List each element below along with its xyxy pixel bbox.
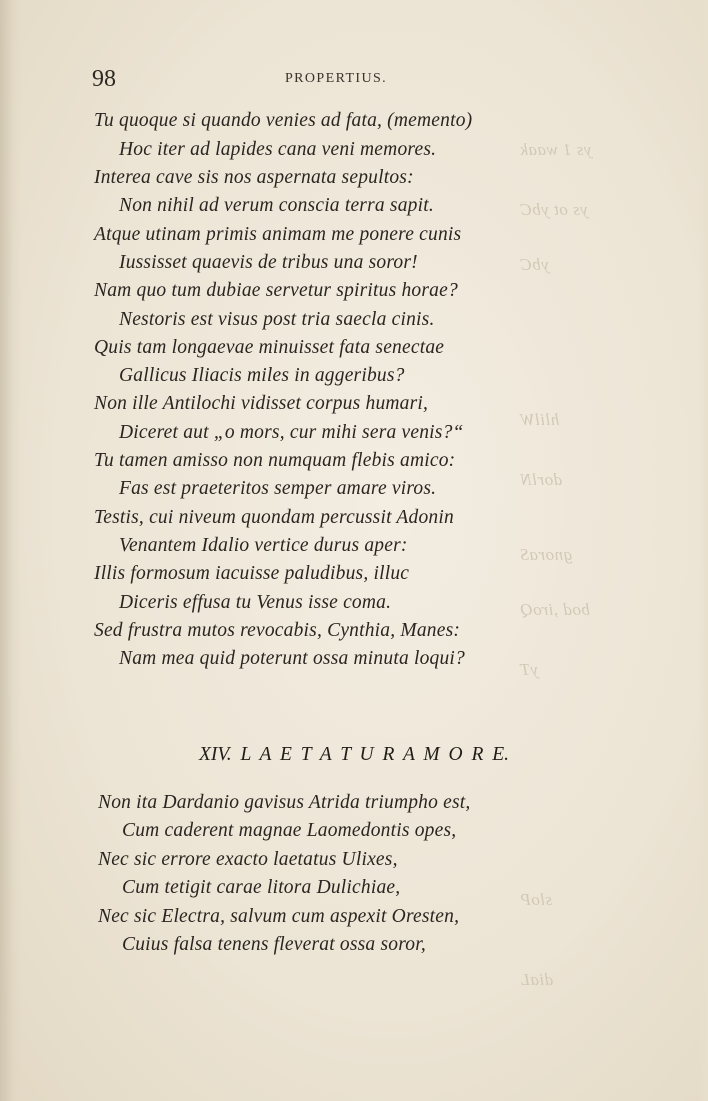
verse-line: Nam mea quid poterunt ossa minuta loqui? xyxy=(119,648,466,669)
verse-line: Nestoris est visus post tria saecla cinis. xyxy=(119,309,435,330)
verse-line: Cum caderent magnae Laomedontis opes, xyxy=(122,820,457,841)
verse-line: Nam quo tum dubiae servetur spiritus horae? xyxy=(94,280,458,301)
verse-line: Venantem Idalio vertice durus aper: xyxy=(119,535,408,556)
verse-line: Sed frustra mutos revocabis, Cynthia, Manes: xyxy=(94,620,461,641)
page-number: 98 xyxy=(92,66,116,92)
book-page: ys 1 waak ys ot ybC ybC hlilW dorlN gnoraS bod ,iroQ yT sloP diaL 98 PROPERTIUS. Tu quoque si quando venies ad fata, (memento) Hoc iter ad lapides cana veni memores. Interea cave sis nos aspernata sepultos: Non nihil ad verum conscia terra sapit. Atque utinam primis animam me ponere cunis Iussisset quaevis de tribus una soror! Nam quo tum dubiae servetur spiritus horae? Nestoris est visus post tria saecla cinis. Quis tam longaevae minuisset fata senectae Gallicus Iliacis miles in aggeribus? Non ille Antilochi vidisset corpus humari, Diceret aut „o mors, cur mihi sera venis?“ Tu tamen amisso non numquam flebis amico: Fas est praeteritos semper amare viros. Testis, cui niveum quondam percussit Adonin Venantem Idalio vertice durus aper: Illis formosum iacuisse paludibus, illuc Diceris effusa tu Venus isse coma. Sed frustra mutos revocabis, Cynthia, Manes: Nam mea quid poterunt ossa minuta loqui? XIV. L A E T A T U R A M O R E. Non ita Dardanio gavisus Atrida triumpho est, Cum caderent magnae Laomedontis opes, Nec sic errore exacto laetatus Ulixes, Cum tetigit carae litora Dulichiae, Nec sic Electra, salvum cum aspexit Oresten, Cuius falsa tenens fleverat ossa soror, xyxy=(0,0,708,1101)
verse-line: Atque utinam primis animam me ponere cunis xyxy=(94,224,462,245)
verse-line: Illis formosum iacuisse paludibus, illuc xyxy=(94,563,410,584)
page-edge xyxy=(698,0,708,1101)
section-heading xyxy=(0,744,708,766)
verse-line: Cuius falsa tenens fleverat ossa soror, xyxy=(122,934,426,955)
verse-line: Tu quoque si quando venies ad fata, (memento) xyxy=(94,110,473,131)
section-heading-text: XIV. L A E T A T U R A M O R E. xyxy=(198,744,510,765)
verse-line: Diceret aut „o mors, cur mihi sera venis?“ xyxy=(119,422,464,443)
verse-line: Tu tamen amisso non numquam flebis amico: xyxy=(94,450,456,471)
verse-line: Nec sic errore exacto laetatus Ulixes, xyxy=(98,849,398,870)
verse-line: Fas est praeteritos semper amare viros. xyxy=(119,478,437,499)
verse-line: Nec sic Electra, salvum cum aspexit Oresten, xyxy=(98,906,460,927)
verse-line: Quis tam longaevae minuisset fata senectae xyxy=(94,337,445,358)
verse-line: Testis, cui niveum quondam percussit Adonin xyxy=(94,507,454,528)
verse-line: Hoc iter ad lapides cana veni memores. xyxy=(119,139,437,160)
verse-line: Diceris effusa tu Venus isse coma. xyxy=(119,592,392,613)
running-head xyxy=(0,66,708,90)
verse-line: Non ita Dardanio gavisus Atrida triumpho est, xyxy=(98,792,471,813)
verse-line: Interea cave sis nos aspernata sepultos: xyxy=(94,167,414,188)
verse-line: Non nihil ad verum conscia terra sapit. xyxy=(119,195,434,216)
verse-line: Iussisset quaevis de tribus una soror! xyxy=(119,252,418,273)
spine-shadow xyxy=(0,0,22,1101)
verse-line: Cum tetigit carae litora Dulichiae, xyxy=(122,877,401,898)
verse-line: Non ille Antilochi vidisset corpus humari, xyxy=(94,393,429,414)
verse-line: Gallicus Iliacis miles in aggeribus? xyxy=(119,365,405,386)
running-title: PROPERTIUS. xyxy=(285,71,388,86)
